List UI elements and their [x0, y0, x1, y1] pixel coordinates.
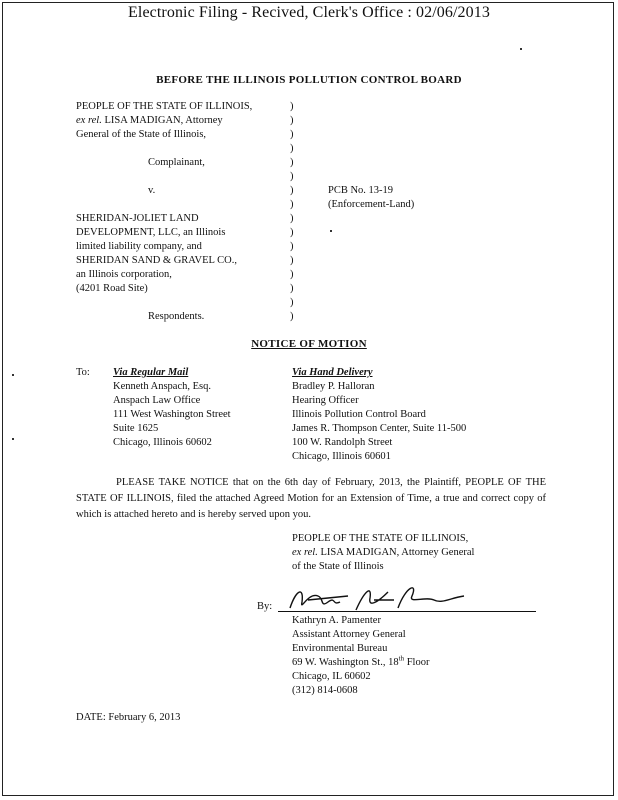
delivery-method: Via Hand Delivery: [292, 367, 373, 378]
delivery-method: Via Regular Mail: [113, 367, 189, 378]
date-line: DATE: February 6, 2013: [76, 712, 181, 723]
recipient-line: Kenneth Anspach, Esq.: [113, 381, 211, 392]
city: Chicago, IL 60602: [292, 671, 371, 682]
phone: (312) 814-0608: [292, 685, 358, 696]
recipient-line: 100 W. Randolph Street: [292, 437, 393, 448]
defendant-line: SHERIDAN SAND & GRAVEL CO.,: [76, 255, 238, 266]
handwritten-signature: [278, 582, 478, 618]
recipient-line: Bradley P. Halloran: [292, 381, 375, 392]
recipient-line: James R. Thompson Center, Suite 11-500: [292, 423, 467, 434]
versus-label: v.: [148, 185, 156, 196]
scan-speck: [12, 438, 14, 440]
signer-name: Kathryn A. Pamenter: [292, 615, 381, 626]
scan-speck: [520, 48, 522, 50]
recipient-line: Anspach Law Office: [113, 395, 201, 406]
to-label: To:: [76, 367, 90, 378]
street-address: 69 W. Washington St., 18th Floor: [292, 654, 430, 668]
notice-body-text: PLEASE TAKE NOTICE that on the 6th day of February, 2013, the Plaintiff, PEOPLE OF THE STATE OF ILLINOIS, filed the attached Agreed Motion for an Extension of Time, a true and correct copy of which is attached hereto and is hereby served upon you.: [76, 477, 546, 520]
recipient-hand: [292, 366, 466, 464]
case-number-block: [328, 184, 414, 212]
defendant-line: limited liability company, and: [76, 241, 202, 252]
respondents-label: Respondents.: [148, 311, 205, 322]
signer-title: Assistant Attorney General: [292, 629, 406, 640]
notice-title: NOTICE OF MOTION: [251, 338, 367, 350]
board-title: BEFORE THE ILLINOIS POLLUTION CONTROL BOARD: [156, 74, 462, 86]
party-line: of the State of Illinois: [292, 561, 384, 572]
recipient-line: Illinois Pollution Control Board: [292, 409, 426, 420]
attorney-block: [292, 614, 429, 698]
signature-line: [278, 611, 536, 612]
recipient-line: Chicago, Illinois 60602: [113, 437, 212, 448]
recipient-line: Hearing Officer: [292, 395, 359, 406]
filing-header: Electronic Filing - Recived, Clerk's Office : 02/06/2013: [128, 4, 490, 21]
defendant-line: DEVELOPMENT, LLC, an Illinois: [76, 227, 226, 238]
party-line: ex rel. LISA MADIGAN, Attorney General: [292, 547, 475, 558]
case-number: PCB No. 13-19: [328, 185, 394, 196]
by-label: By:: [257, 601, 273, 612]
scan-speck: [12, 374, 14, 376]
defendant-line: an Illinois corporation,: [76, 269, 172, 280]
notice-body: [76, 475, 546, 523]
bureau: Environmental Bureau: [292, 643, 388, 654]
caption-parentheses: ) ) ) ) ) ) ) ) ) ) ) ) ) ) ) ): [290, 101, 294, 322]
recipient-line: Chicago, Illinois 60601: [292, 451, 391, 462]
party-line: PEOPLE OF THE STATE OF ILLINOIS,: [292, 533, 469, 544]
plaintiff-line: PEOPLE OF THE STATE OF ILLINOIS,: [76, 101, 253, 112]
complainant-label: Complainant,: [148, 157, 205, 168]
case-caption: [76, 100, 286, 324]
recipient-mail: [113, 366, 231, 450]
defendant-line: (4201 Road Site): [76, 283, 148, 294]
case-type: (Enforcement-Land): [328, 199, 415, 210]
recipient-line: Suite 1625: [113, 423, 159, 434]
recipient-line: 111 West Washington Street: [113, 409, 231, 420]
scan-speck: [330, 230, 332, 232]
plaintiff-line: General of the State of Illinois,: [76, 129, 207, 140]
party-block: [292, 532, 474, 574]
defendant-line: SHERIDAN-JOLIET LAND: [76, 213, 199, 224]
plaintiff-line: ex rel. LISA MADIGAN, Attorney: [76, 115, 223, 126]
